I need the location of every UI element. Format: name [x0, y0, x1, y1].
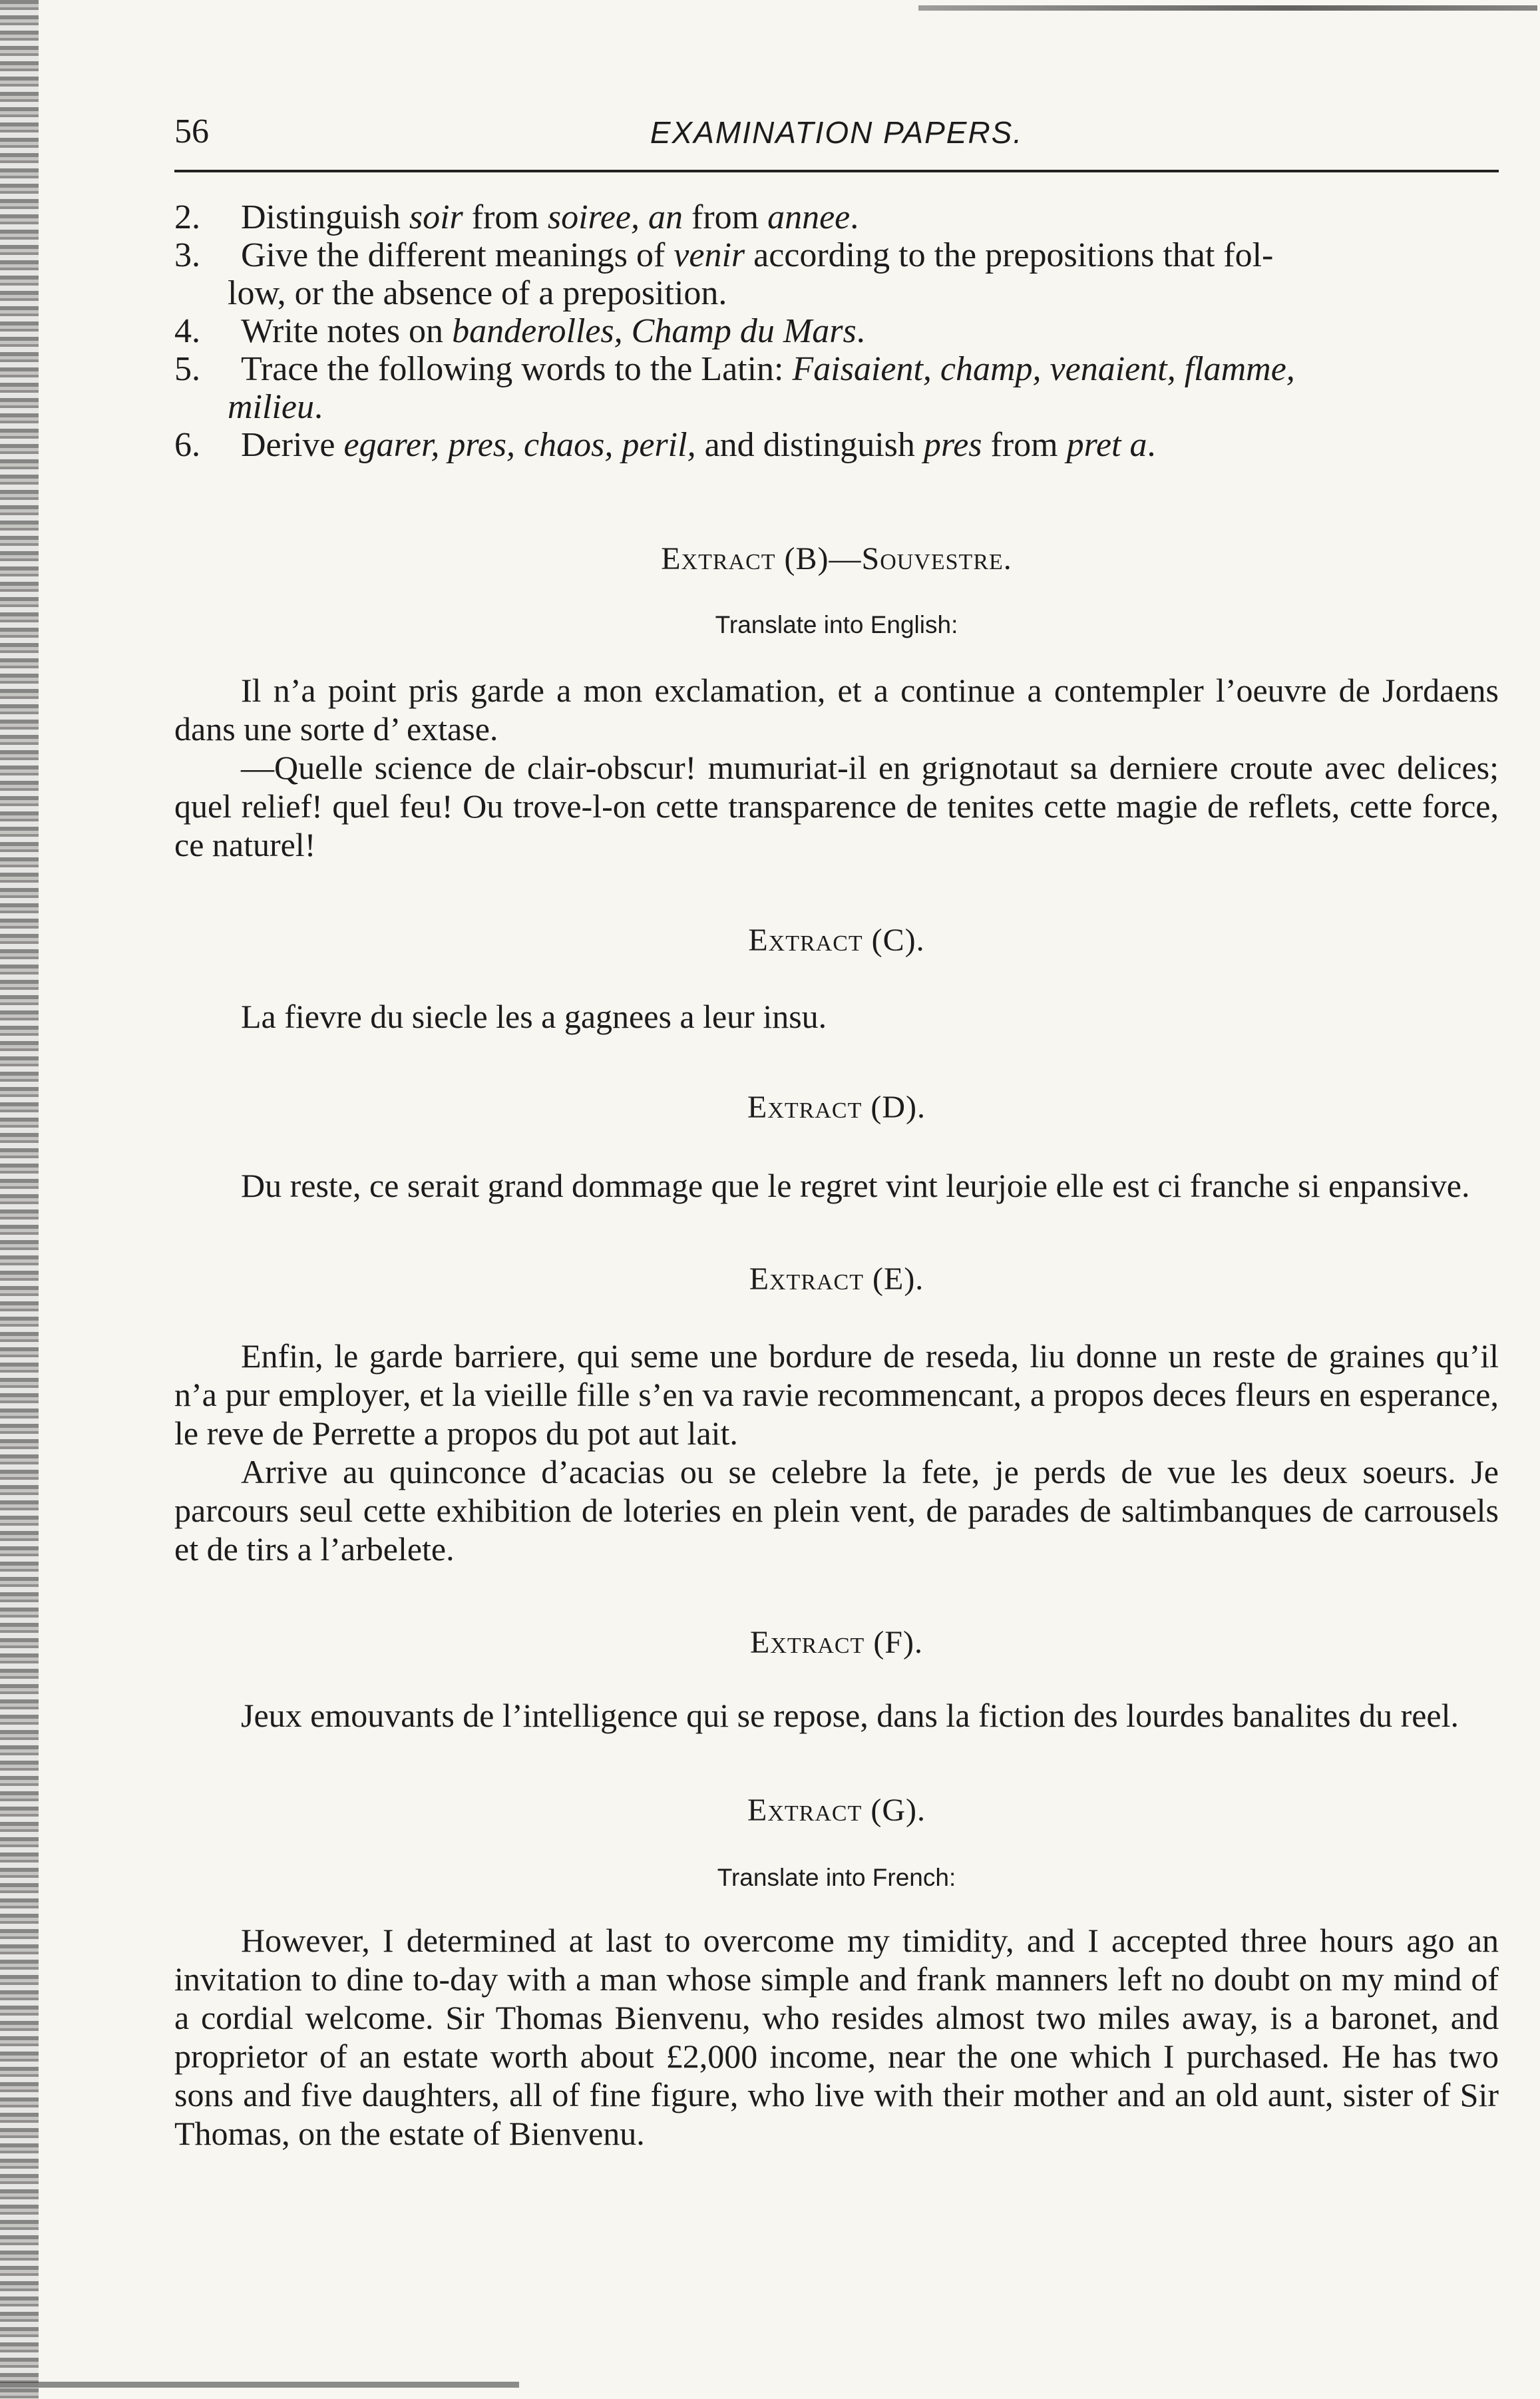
extract-d-text — [174, 1166, 1499, 1205]
extract-b-text — [174, 671, 1499, 864]
extract-f-text — [174, 1696, 1499, 1735]
question-5: 5. Trace the following words to the Latin: Faisaient, champ, venaient, flamme, milieu. — [174, 350, 1295, 426]
extract-e-text — [174, 1337, 1499, 1568]
extract-b-paragraph-1: Il n’a point pris garde a mon exclamation, et a continue a contempler l’oeuvre de Jordaens dans une sorte d’ extase. — [174, 672, 1499, 748]
extract-c-paragraph-1: La fievre du siecle les a gagnees a leur insu. — [241, 998, 827, 1035]
question-2: 2. Distinguish soir from soiree, an from annee. — [174, 198, 859, 236]
extract-d-heading: Extract (D). — [747, 1090, 926, 1125]
scan-bottom-rule — [0, 2382, 519, 2388]
extract-e-heading: Extract (E). — [749, 1261, 924, 1297]
extract-f-heading: Extract (F). — [750, 1625, 923, 1660]
page-number: 56 — [174, 112, 209, 150]
extract-e-paragraph-1: Enfin, le garde barriere, qui seme une bordure de reseda, liu donne un reste de graines qu’il n’a pur employer, et la vieille fille s’en va ravie recommencant, a propos deces fleurs en esperance, le reve de Perrette a propos du pot aut lait. — [174, 1337, 1499, 1452]
extract-g-instruction: Translate into French: — [717, 1864, 956, 1891]
header-rule — [174, 170, 1499, 172]
extract-g-paragraph-1: However, I determined at last to overcome my timidity, and I accepted three hours ago an invitation to dine to-day with a man whose simple and frank manners left no doubt on my mind of a cordial welcome. Sir Thomas Bienvenu, who resides almost two miles away, is a baronet, and proprietor of an estate worth about £2,000 income, near the one which I purchased. He has two sons and five daughters, all of fine figure, who live with their mother and an old aunt, sister of Sir Thomas, on the estate of Bienvenu. — [174, 1922, 1499, 2152]
scan-binding-edge — [0, 0, 39, 2399]
extract-c-heading: Extract (C). — [748, 923, 925, 958]
running-head: EXAMINATION PAPERS. — [650, 115, 1024, 150]
scan-top-rule — [918, 5, 1537, 11]
extract-g-heading: Extract (G). — [747, 1793, 926, 1828]
extract-b-paragraph-2: —Quelle science de clair-obscur! mumuriat-il en grignotaut sa derniere croute avec delices; quel relief! quel feu! Ou trove-l-on cette transparence de tenites cette magie de reflets, cette force, ce naturel! — [174, 749, 1499, 863]
page-header — [174, 100, 1499, 153]
question-4: 4. Write notes on banderolles, Champ du Mars. — [174, 312, 865, 350]
extract-f-paragraph-1: Jeux emouvants de l’intelligence qui se repose, dans la fiction des lourdes banalites du reel. — [241, 1697, 1459, 1734]
extract-b-heading: Extract (B)—Souvestre. — [661, 541, 1012, 576]
question-3: 3. Give the different meanings of venir according to the prepositions that fol- low, or the absence of a preposition. — [174, 236, 1274, 312]
extract-b-instruction: Translate into English: — [715, 611, 958, 638]
question-list — [174, 198, 1499, 464]
extract-d-paragraph-1: Du reste, ce serait grand dommage que le regret vint leurjoie elle est ci franche si enpansive. — [241, 1167, 1470, 1204]
extract-c-text — [174, 997, 1499, 1036]
question-6: 6. Derive egarer, pres, chaos, peril, and distinguish pres from pret a. — [174, 426, 1156, 464]
extract-g-text — [174, 1921, 1499, 2153]
extract-e-paragraph-2: Arrive au quinconce d’acacias ou se celebre la fete, je perds de vue les deux soeurs. Je parcours seul cette exhibition de loteries en plein vent, de parades de saltimbanques de carrousels et de tirs a l’arbelete. — [174, 1453, 1499, 1568]
